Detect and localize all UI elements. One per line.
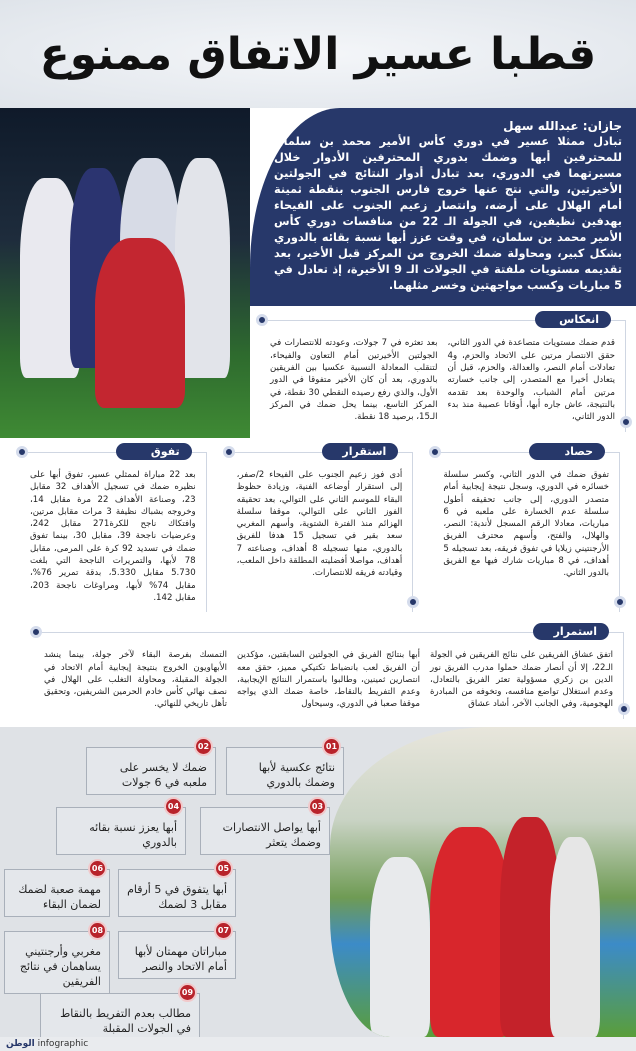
point-text: ضمك لا يخسر على ملعبه في 6 جولات	[119, 760, 207, 789]
point-09	[40, 993, 200, 1037]
section-title: استمرار	[533, 623, 609, 640]
point-02	[86, 747, 216, 795]
section-text: بعد 22 مباراة لممثلي عسير، تفوق أبها على نظيره ضمك في تسجيل الأهداف 32 مقابل 23، وصناعة الأهداف 22 مرة مقابل 14، وخروجه بشباك نظيفة 3 مرات مقابل مرتين، وافتكاك ناجح للكرة271 مقابل 242، وعرضيات ناجحة 39، مقابل 30، بينما تفوق ضمك في تسديد 92 كرة على المرمى، مقابل 78 لأبها، والتمريرات الناجحة التي بلغت 5.730 مقابل 5.330، بدقة تمرير 76%، مقابل 74% لأبها، ومراوغات ناجحة 203، مقابل 142.	[29, 470, 196, 603]
point-text: مباراتان مهمتان لأبها أمام الاتحاد والنصر	[134, 944, 227, 973]
point-text: مطالب بعدم التفريط بالنقاط في الجولات المقبلة	[60, 1006, 191, 1035]
point-number-badge: 08	[88, 921, 107, 940]
bullet-dot	[256, 314, 268, 326]
bullet-dot	[614, 596, 626, 608]
point-number-badge: 07	[214, 921, 233, 940]
page-title: قطبا عسير الاتفاق ممنوع	[39, 28, 597, 80]
point-04	[56, 807, 186, 855]
bullet-dot	[429, 446, 441, 458]
point-number-badge: 01	[322, 737, 341, 756]
bullet-dot	[618, 703, 630, 715]
section-inikas	[262, 313, 626, 432]
point-number-badge: 02	[194, 737, 213, 756]
point-text: أبها يعزز نسبة بقائه بالدوري	[89, 820, 177, 849]
point-number-badge: 04	[164, 797, 183, 816]
middle-sections	[0, 438, 636, 618]
point-number-badge: 03	[308, 797, 327, 816]
section-istiqrar	[229, 445, 414, 612]
point-number-badge: 06	[88, 859, 107, 878]
point-text: نتائج عكسية لأبها وضمك بالدوري	[258, 760, 335, 789]
point-text: أبها يواصل الانتصارات وضمك يتعثر	[222, 820, 321, 849]
lead-text	[274, 118, 622, 294]
section-title: انعكاس	[535, 311, 611, 328]
section-text: قدم ضمك مستويات متصاعدة في الدور الثاني، حقق الانتصار مرتين على الاتحاد والحزم، و4 تعادلات أمام النصر، والعدالة، والحزم، قبل أن يتعادل أخيرا مع المتصدر، إلى جانب خسارته مرتين أمام الشباب، والوحدة بعد تقدمه بالنتيجة، عاش جاره أبها، أوقاتا عصيبة منذ بدء الدور الثاني،	[447, 338, 615, 423]
section-text: أبها بنتائج الفريق في الجولتين السابقتين، مؤكدين أن الفريق لعب بانضباط تكتيكي مميز، حقق معه انتصارين ثمينين، وطالبوا باستمرار النتائج الإيجابية، وعدم التفريط بالنقاط، خاصة ضمك الذي يواجه موقفا صعبا في الدوري، وسيحاول	[237, 650, 420, 710]
byline: جازان: عبدالله سهل	[503, 119, 622, 133]
header	[0, 0, 636, 108]
footer	[0, 1037, 636, 1051]
point-number-badge: 05	[214, 859, 233, 878]
footer-label: infographic	[37, 1038, 89, 1049]
point-number-badge: 09	[178, 983, 197, 1002]
bullet-dot	[407, 596, 419, 608]
top-area	[0, 108, 636, 438]
point-03	[200, 807, 330, 855]
point-text: أبها يتفوق في 5 أرقام مقابل 3 لضمك	[127, 882, 227, 911]
key-points-area	[0, 727, 636, 1037]
point-text: مهمة صعبة لضمك لضمان البقاء	[18, 882, 101, 911]
lead-body: تبادل ممثلا عسير في دوري كأس الأمير محمد بن سلمان للمحترفين أبها وضمك بدوري المحترفين الأدوار خلال مسيرتهما في الدوري، بعد تبادل أدوار النتائج في الجولتين الأخيرتين، والتي نتج عنها خروج فارس الجنوب بنقطة ثمينة أمام الهلال على أرضه، وانتصار زعيم الجنوب على الفيحاء بهدفين نظيفين، في الجولة الـ 22 من منافسات دوري كأس الأمير محمد بن سلمان، في وقت عزز أبها نسبة بقائه بالدوري بشكل كبير، ومحاولة ضمك الخروج من المركز قبل الأخير، بعد تقديمه مستويات ملفتة في الجولات الـ 9 الأخيرة، إذ تعادل في 5 مباريات وكسب مواجهتين وخسر مثلهما.	[274, 135, 622, 292]
section-tafawuq	[22, 445, 207, 612]
newspaper-logo: الوطن	[6, 1038, 35, 1049]
point-08	[4, 931, 110, 994]
team-celebration-photo	[0, 108, 250, 438]
section-istimrar	[36, 625, 624, 718]
section-text: تفوق ضمك في الدور الثاني، وكسر سلسلة خسائره في الدوري، وسجل نتيجة إيجابية أمام متصدر الدوري، إلى جانب تحقيقه أطول سلسلة عدم الخسارة على ملعبه في 6 مباريات، معادلا الرقم المسجل لأندية: النصر، والهلال، والفتح، وأسهم محترف الفريق الأرجنتيني زيلايا في تفوق فريقه، بعد تسجيله 5 أهداف، في 8 مباريات شارك فيها مع الفريق بالدور الثاني.	[443, 470, 609, 579]
players-celebration-photo	[330, 727, 636, 1037]
section-title: حصاد	[529, 443, 605, 460]
section-hasad	[435, 445, 620, 612]
bullet-dot	[620, 416, 632, 428]
lead-panel	[250, 108, 636, 306]
section-text: أدى فوز زعيم الجنوب على الفيحاء 2/صفر، إلى استقرار أوضاعه الفنية، وزيادة حظوظ البقاء للموسم الثاني على التوالي، بعد تحقيقه الفوز الثاني على التوالي، موقفا سلسلة الهزائم منذ الفترة الشتوية، وأسهم المغربي سعد بقير في تسجيل 15 هدفا للفريق بالدوري، منها تسجيله 8 أهداف، وصناعته 7 أهداف، مواصلا أفضليته المطلقة داخل الملعب، وقيادته فريقه للانتصارات.	[236, 470, 403, 579]
point-text: مغربي وأرجنتيني يساهمان في نتائج الفريقين	[19, 944, 101, 988]
bullet-dot	[223, 446, 235, 458]
section-text: اتفق عشاق الفريقين على نتائج الفريقين في الجولة الـ22، إلا أن أنصار ضمك حملوا مدرب الفريق نور الدين بن زكري مسؤولية تعثر الفريق بالتعادل، وعدم استغلال تواضع منافسه، وتخوفه من المبادرة الهجومية، وفي الجانب الآخر، أشاد عشاق	[430, 650, 613, 710]
section-text: التمسك بفرصة البقاء لآخر جولة، بينما ينشد الأبهاويون الخروج بنتيجة إيجابية أمام الاتحاد في الجولة المقبلة، ومحاولة التغلب على الهلال في نصف نهائي كأس خادم الحرمين الشريفين، وتحقيق تأهل تاريخي للنهائي.	[44, 650, 227, 710]
section-title: استقرار	[322, 443, 398, 460]
bullet-dot	[30, 626, 42, 638]
section-text: بعد تعثره في 7 جولات، وعودته للانتصارات في الجولتين الأخيرتين أمام التعاون والفيحاء، لتنقلب المعادلة النسبية عكسيا بين الفريقين بالدوري، بعد أن كان الأخير متفوقا في الدور الأول، والذي رفع رصيده النقطي 30 نقطة، في المركز التاسع، بينما يحل ضمك في المركز الـ15، برصيد 18 نقطة.	[270, 338, 438, 423]
bullet-dot	[16, 446, 28, 458]
section-title: تفوق	[116, 443, 192, 460]
